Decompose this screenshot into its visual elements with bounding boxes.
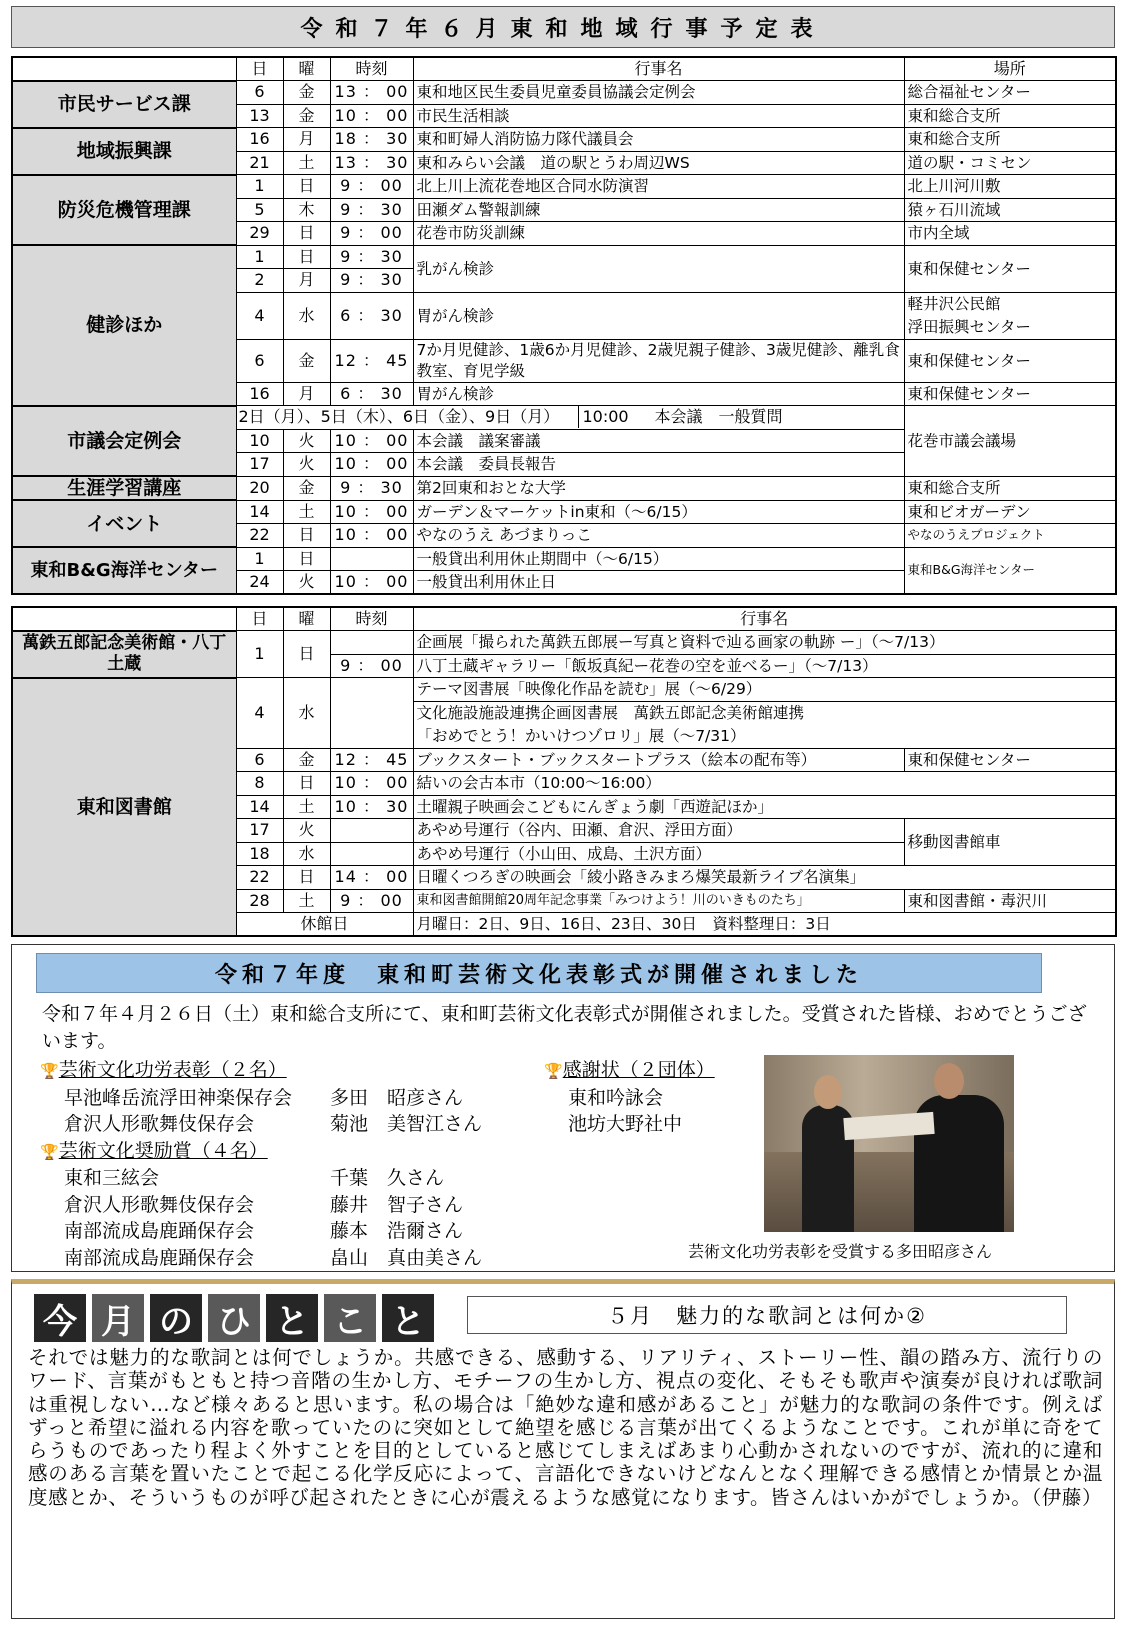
title-char: と: [266, 1294, 318, 1342]
col-time: 時刻: [330, 607, 413, 631]
award-org: 南部流成島鹿踊保存会: [64, 1246, 255, 1269]
table-row: [12, 175, 1116, 199]
cell-weekday: 日: [283, 547, 330, 571]
trophy-icon: 🏆: [40, 1142, 59, 1161]
cell-place: やなのうえプロジェクト: [904, 524, 1116, 548]
dept-label: 健診ほか: [12, 245, 236, 406]
cell-time: 10 ： 00: [330, 571, 413, 595]
cell-place: 東和総合支所: [904, 128, 1116, 152]
cell-day: 29: [236, 222, 283, 246]
cell-time: 10 ： 00: [330, 429, 413, 453]
monthly-word-section: [11, 1279, 1115, 1619]
cell-event: 胃がん検診: [413, 292, 904, 339]
cell-weekday: 火: [283, 819, 330, 843]
cell-weekday: 水: [283, 842, 330, 866]
dept-label: 防災危機管理課: [12, 175, 236, 246]
cell-weekday: 火: [283, 453, 330, 477]
table-row: [12, 547, 1116, 571]
title-char: こ: [324, 1294, 376, 1342]
cell-weekday: 日: [283, 222, 330, 246]
table-row: [12, 245, 1116, 269]
list-item: 東和吟詠会: [568, 1086, 664, 1109]
cell-event: 結いの会古本市（10:00～16:00）: [413, 772, 1116, 796]
photo-caption: 芸術文化功労表彰を受賞する多田昭彦さん: [688, 1242, 993, 1261]
cell-event: 本会議 一般質問: [654, 407, 783, 427]
cell-event: 東和みらい会議 道の駅とうわ周辺WS: [413, 151, 904, 175]
cell-weekday: 日: [283, 772, 330, 796]
award-category: 芸術文化功労表彰（２名）: [58, 1059, 287, 1081]
cell-day: 13: [236, 104, 283, 128]
cell-event: 文化施設施設連携企画図書展 萬鉄五郎記念美術館連携: [413, 701, 1116, 725]
cell-time: 10 ： 00: [330, 772, 413, 796]
cell-weekday: 土: [283, 795, 330, 819]
cell-place: 東和保健センター: [904, 245, 1116, 292]
list-item: 池坊大野社中: [568, 1113, 683, 1135]
cell-weekday: 日: [283, 866, 330, 890]
cell-event: 「おめでとう！かいけつゾロリ」展（～7/31）: [413, 725, 1116, 749]
cell-time: 9 ： 30: [330, 245, 413, 269]
award-category: 感謝状（２団体）: [562, 1059, 715, 1081]
list-item: [40, 1192, 482, 1219]
cell-weekday: 水: [283, 678, 330, 749]
award-list-left: [40, 1057, 482, 1271]
cell-place: 道の駅・コミセン: [904, 151, 1116, 175]
award-name: 藤本 浩爾さん: [330, 1220, 464, 1242]
cell-event: 田瀬ダム警報訓練: [413, 198, 904, 222]
monthly-word-title: [34, 1294, 434, 1342]
award-intro: 令和７年４月２６日（土）東和総合支所にて、東和町芸術文化表彰式が開催されました。受賞された皆様、おめでとうございます。: [42, 1003, 1087, 1052]
cell-place: 東和B&G海洋センター: [904, 547, 1116, 594]
cell-event: 本会議 委員長報告: [413, 453, 904, 477]
table-row: [12, 500, 1116, 524]
facility-table: [11, 606, 1117, 937]
cell-time: 10 ： 30: [330, 795, 413, 819]
list-item: [40, 1165, 482, 1192]
cell-time: 14 ： 00: [330, 866, 413, 890]
cell-time: 9 ： 30: [330, 269, 413, 293]
cell-place: 東和保健センター: [904, 382, 1116, 406]
cell-event: 胃がん検診: [413, 382, 904, 406]
cell-time: [330, 547, 413, 571]
cell-weekday: 月: [283, 382, 330, 406]
title-char: 月: [92, 1294, 144, 1342]
cell-multi-dates: [236, 406, 904, 430]
cell-time: 10:00: [582, 407, 629, 427]
cell-place: 東和図書館・毒沢川: [904, 889, 1116, 913]
cell-event: ガーデン＆マーケットin東和（～6/15）: [413, 500, 904, 524]
cell-day: 2: [236, 269, 283, 293]
cell-day: 1: [236, 245, 283, 269]
cell-event: 本会議 議案審議: [413, 429, 904, 453]
cell-place: 東和保健センター: [904, 748, 1116, 772]
cell-event: テーマ図書展「映像化作品を読む」展（～6/29）: [413, 678, 1116, 702]
award-name: 千葉 久さん: [330, 1167, 445, 1189]
cell-event: 土曜親子映画会こどもにんぎょう劇「西遊記ほか」: [413, 795, 1116, 819]
cell-day: 4: [236, 678, 283, 749]
col-place: 場所: [904, 57, 1116, 81]
cell-time: 18 ： 30: [330, 128, 413, 152]
cell-weekday: 日: [283, 245, 330, 269]
cell-day: 16: [236, 128, 283, 152]
cell-weekday: 水: [283, 292, 330, 339]
list-item: [40, 1245, 482, 1272]
cell-time: [330, 819, 413, 843]
cell-closed-days: 月曜日：2日、9日、16日、23日、30日 資料整理日：3日: [413, 913, 1116, 937]
cell-time: 13 ： 00: [330, 81, 413, 105]
table-header-row: [12, 57, 1116, 81]
award-org: 東和三絃会: [64, 1167, 160, 1189]
cell-day: 17: [236, 819, 283, 843]
cell-event: 東和地区民生委員児童委員協議会定例会: [413, 81, 904, 105]
cell-event: あやめ号運行（小山田、成島、土沢方面）: [413, 842, 904, 866]
cell-event: 日曜くつろぎの映画会「綾小路きみまろ爆笑最新ライブ名演集」: [413, 866, 1116, 890]
award-name: 菊池 美智江さん: [330, 1113, 483, 1135]
table-row: [12, 128, 1116, 152]
cell-day: 1: [236, 547, 283, 571]
dept-label: 地域振興課: [12, 128, 236, 175]
schedule-table: [11, 56, 1117, 595]
award-name: 多田 昭彦さん: [330, 1086, 464, 1109]
cell-event: 一般貸出利用休止日: [413, 571, 904, 595]
dept-label: 東和図書館: [12, 678, 236, 937]
title-char: 今: [34, 1294, 86, 1342]
award-org: 早池峰岳流浮田神楽保存会: [64, 1086, 293, 1109]
cell-place: 猿ヶ石川流域: [904, 198, 1116, 222]
cell-weekday: 日: [283, 631, 330, 678]
cell-time: 9 ： 00: [330, 889, 413, 913]
dept-label: イベント: [12, 500, 236, 547]
cell-time: 10 ： 00: [330, 524, 413, 548]
cell-day: 21: [236, 151, 283, 175]
col-time: 時刻: [330, 57, 413, 81]
dept-label: 東和B&G海洋センター: [12, 547, 236, 594]
award-org: 南部流成島鹿踊保存会: [64, 1220, 255, 1242]
title-char: ひ: [208, 1294, 260, 1342]
col-day: 日: [236, 607, 283, 631]
cell-place: 東和総合支所: [904, 476, 1116, 500]
col-weekday: 曜: [283, 607, 330, 631]
cell-day: 20: [236, 476, 283, 500]
cell-time: 9 ： 30: [330, 476, 413, 500]
cell-place: 東和総合支所: [904, 104, 1116, 128]
cell-day: 6: [236, 748, 283, 772]
award-list-right: [544, 1057, 715, 1138]
cell-event: 第2回東和おとな大学: [413, 476, 904, 500]
table-header-row: [12, 607, 1116, 631]
dept-label: 市議会定例会: [12, 406, 236, 477]
cell-place: 市内全域: [904, 222, 1116, 246]
table-row: [12, 406, 1116, 430]
table-row: [12, 81, 1116, 105]
cell-event: 7か月児健診、1歳6か月児健診、2歳児親子健診、3歳児健診、離乳食教室、育児学級: [413, 339, 904, 382]
cell-event: 八丁土蔵ギャラリー「飯坂真紀ー花巻の空を並べるー」（～7/13）: [413, 654, 1116, 678]
cell-place: 北上川河川敷: [904, 175, 1116, 199]
cell-place: 東和保健センター: [904, 339, 1116, 382]
award-category: 芸術文化奨励賞（４名）: [58, 1139, 268, 1162]
cell-event: やなのうえ あづまりっこ: [413, 524, 904, 548]
cell-time: 12 ： 45: [330, 339, 413, 382]
cell-event: 一般貸出利用休止期間中（～6/15）: [413, 547, 904, 571]
cell-weekday: 金: [283, 81, 330, 105]
cell-place: 浮田振興センター: [904, 316, 1116, 340]
cell-time: 9 ： 00: [330, 654, 413, 678]
cell-day: 4: [236, 292, 283, 339]
cell-time: 9 ： 30: [330, 198, 413, 222]
cell-day: 17: [236, 453, 283, 477]
col-weekday: 曜: [283, 57, 330, 81]
table-row: [12, 631, 1116, 655]
award-heading: 令和７年度 東和町芸術文化表彰式が開催されました: [36, 953, 1042, 993]
cell-day: 6: [236, 81, 283, 105]
award-photo: [764, 1055, 1014, 1232]
cell-time: 6 ： 30: [330, 292, 413, 339]
cell-weekday: 日: [283, 175, 330, 199]
cell-event: 東和図書館開館20周年記念事業「みつけよう！川のいきものたち」: [413, 889, 904, 913]
cell-day: 1: [236, 175, 283, 199]
cell-time: 10 ： 00: [330, 104, 413, 128]
trophy-icon: 🏆: [544, 1062, 563, 1080]
page-title: 令和７年６月東和地域行事予定表: [11, 6, 1115, 48]
cell-weekday: 木: [283, 198, 330, 222]
cell-weekday: 月: [283, 269, 330, 293]
col-event: 行事名: [413, 57, 904, 81]
cell-day: 8: [236, 772, 283, 796]
cell-weekday: 月: [283, 128, 330, 152]
table-row: [12, 678, 1116, 702]
cell-weekday: 火: [283, 429, 330, 453]
monthly-word-body: それでは魅力的な歌詞とは何でしょうか。共感できる、感動する、リアリティ、ストーリー性、韻の踏み方、流行りのワード、言葉がもともと持つ音階の生かし方、モチーフの生かし方、視点の変化、そもそも歌声や演奏が良ければ歌詞は重視しない…など様々あると思います。私の場合は「絶妙な違和感があること」が魅力的な歌詞の条件です。例えばずっと希望に溢れる内容を歌っていたのに突如として絶望を感じる言葉が出てくるようなことです。これが単に奇をてらうものであったり程よく外すことを目的としていると感じてしまえばあまり心動かされないのですが、流れ的に違和感のある言葉を置いたことで起こる化学反応によって、言語化できないけどなんとなく理解できる感情とか情景とか温度感とか、そういうものが呼び起されたときに心が震えるような感覚になります。皆さんはいかがでしょうか。（伊藤）: [28, 1346, 1103, 1509]
cell-event: 東和町婦人消防協力隊代議員会: [413, 128, 904, 152]
cell-closed-label: 休館日: [236, 913, 413, 937]
trophy-icon: 🏆: [40, 1062, 59, 1080]
cell-day: 24: [236, 571, 283, 595]
cell-day: 22: [236, 524, 283, 548]
award-name: 畠山 真由美さん: [330, 1246, 483, 1269]
cell-event: 乳がん検診: [413, 245, 904, 292]
cell-event: ブックスタート・ブックスタートプラス（絵本の配布等）: [413, 748, 904, 772]
cell-event: 北上川上流花巻地区合同水防演習: [413, 175, 904, 199]
cell-event: あやめ号運行（谷内、田瀬、倉沢、浮田方面）: [413, 819, 904, 843]
cell-place: 移動図書館車: [904, 819, 1116, 866]
cell-dates: 2日（月）、5日（木）、6日（金）、9日（月）: [237, 406, 579, 428]
cell-weekday: 金: [283, 104, 330, 128]
cell-event: 企画展「撮られた萬鉄五郎展ー写真と資料で辿る画家の軌跡 ー」（～7/13）: [413, 631, 1116, 655]
cell-day: 6: [236, 339, 283, 382]
cell-place: 東和ビオガーデン: [904, 500, 1116, 524]
title-char: の: [150, 1294, 202, 1342]
cell-time: [330, 842, 413, 866]
list-item: [40, 1111, 482, 1138]
cell-event: 市民生活相談: [413, 104, 904, 128]
list-item: [40, 1085, 482, 1112]
cell-time: 13 ： 30: [330, 151, 413, 175]
cell-place: 軽井沢公民館: [904, 292, 1116, 316]
cell-weekday: 火: [283, 571, 330, 595]
monthly-word-subtitle: ５月 魅力的な歌詞とは何か②: [467, 1296, 1067, 1334]
cell-weekday: 土: [283, 500, 330, 524]
cell-place: 花巻市議会議場: [904, 406, 1116, 477]
cell-weekday: 金: [283, 476, 330, 500]
list-item: [40, 1218, 482, 1245]
cell-day: 28: [236, 889, 283, 913]
col-day: 日: [236, 57, 283, 81]
title-char: と: [382, 1294, 434, 1342]
col-event: 行事名: [413, 607, 1116, 631]
cell-time: 9 ： 00: [330, 222, 413, 246]
cell-event: 花巻市防災訓練: [413, 222, 904, 246]
dept-label: 生涯学習講座: [12, 476, 236, 500]
award-section: [11, 944, 1115, 1272]
cell-time: 6 ： 30: [330, 382, 413, 406]
cell-time: [330, 631, 413, 655]
dept-label: 市民サービス課: [12, 81, 236, 128]
cell-day: 22: [236, 866, 283, 890]
cell-time: 10 ： 00: [330, 453, 413, 477]
cell-weekday: 土: [283, 151, 330, 175]
cell-day: 18: [236, 842, 283, 866]
cell-weekday: 日: [283, 524, 330, 548]
award-name: 藤井 智子さん: [330, 1193, 464, 1216]
award-org: 倉沢人形歌舞伎保存会: [64, 1193, 255, 1216]
cell-weekday: 金: [283, 339, 330, 382]
cell-day: 14: [236, 795, 283, 819]
cell-time: 9 ： 00: [330, 175, 413, 199]
cell-weekday: 金: [283, 748, 330, 772]
cell-time: 12 ： 45: [330, 748, 413, 772]
cell-day: 1: [236, 631, 283, 678]
cell-place: 総合福祉センター: [904, 81, 1116, 105]
cell-day: 10: [236, 429, 283, 453]
cell-weekday: 土: [283, 889, 330, 913]
cell-day: 5: [236, 198, 283, 222]
table-row: [12, 476, 1116, 500]
dept-label: 萬鉄五郎記念美術館・八丁土蔵: [12, 631, 236, 678]
cell-day: 14: [236, 500, 283, 524]
award-org: 倉沢人形歌舞伎保存会: [64, 1113, 255, 1135]
cell-day: 16: [236, 382, 283, 406]
cell-time: 10 ： 00: [330, 500, 413, 524]
